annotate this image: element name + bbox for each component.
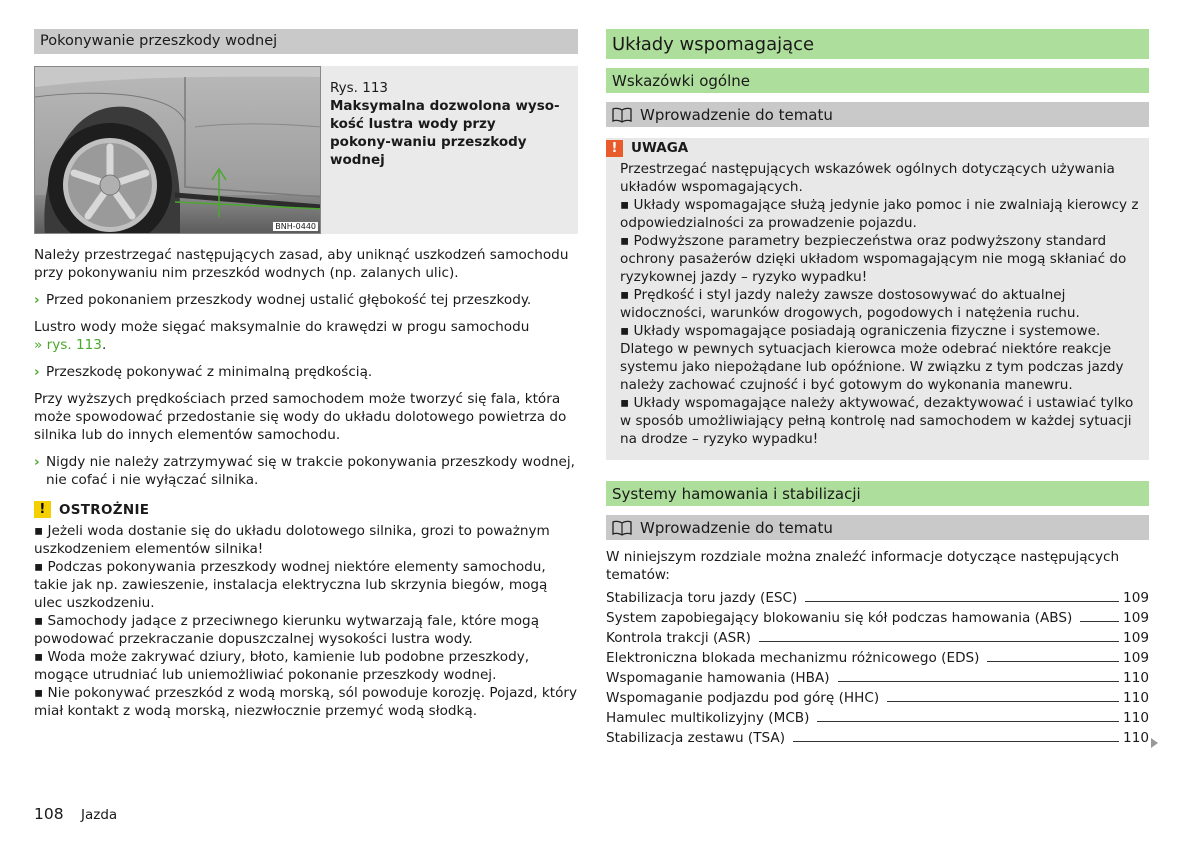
toc-leader — [817, 721, 1119, 722]
toc-label: Wspomaganie podjazdu pod górę (HHC) — [606, 690, 880, 706]
toc-page: 109 — [1123, 630, 1149, 646]
caution-body — [34, 522, 578, 720]
caution-item: ▪ Samochody jadące z przeciwnego kierunku wytwarzają fale, które mogą powodować przekraczanie dopuszczalnej wysokości lustra wody. — [34, 613, 540, 647]
toc-entry[interactable] — [606, 690, 1149, 710]
paragraph-text: Lustro wody może sięgać maksymalnie do krawędzi w progu samochodu — [34, 319, 530, 335]
warning-item: ▪ Podwyższone parametry bezpieczeństwa oraz podwyższony standard ochrony pasażerów dzięki układom wspomagającym nie mogą skłaniać do ryzykownej jazdy – ryzyko wypadku! — [620, 233, 1127, 285]
toc-label: Hamulec multikolizyjny (MCB) — [606, 710, 810, 726]
toc-page: 110 — [1123, 730, 1149, 746]
toc-page: 109 — [1123, 610, 1149, 626]
toc-leader — [805, 601, 1119, 602]
toc-entry[interactable] — [606, 730, 1149, 750]
toc-leader — [793, 741, 1119, 742]
toc-label: Stabilizacja toru jazdy (ESC) — [606, 590, 798, 606]
warning-body — [620, 160, 1139, 448]
toc-label: Stabilizacja zestawu (TSA) — [606, 730, 786, 746]
toc-label: Wspomaganie hamowania (HBA) — [606, 670, 830, 686]
toc-page: 110 — [1123, 710, 1149, 726]
left-column — [34, 29, 578, 720]
chevron-right-icon: › — [34, 454, 40, 470]
paragraph: Należy przestrzegać następujących zasad, aby uniknąć uszkodzeń samochodu przy pokonywaniu nim przeszkód wodnych (np. zalanych ulic). — [34, 247, 569, 281]
intro-header — [606, 515, 1149, 540]
intro-header — [606, 102, 1149, 127]
toc-entry[interactable] — [606, 650, 1149, 670]
figure-caption-text: Maksymalna dozwolona wyso-kość lustra wody przy pokony-waniu przeszkody wodnej — [330, 98, 560, 168]
exclamation-icon: ! — [606, 140, 623, 157]
section-title: Pokonywanie przeszkody wodnej — [34, 29, 578, 54]
intro-title: Wprowadzenie do tematu — [640, 519, 833, 537]
continue-arrow-icon — [1151, 738, 1158, 748]
instruction-text: Nigdy nie należy zatrzymywać się w trakcie pokonywania przeszkody wodnej, nie cofać i nie wyłączać silnika. — [46, 454, 575, 488]
subsection-title: Wskazówki ogólne — [606, 68, 1149, 93]
warning-item: ▪ Prędkość i styl jazdy należy zawsze dostosowywać do aktualnej widoczności, warunków drogowych, pogodowych i natężenia ruchu. — [620, 287, 1080, 321]
caution-header — [34, 501, 578, 518]
toc-leader — [1080, 621, 1119, 622]
toc-entry[interactable] — [606, 710, 1149, 730]
toc-entry[interactable] — [606, 590, 1149, 610]
caution-item: ▪ Jeżeli woda dostanie się do układu dolotowego silnika, grozi to poważnym uszkodzeniem elementów silnika! — [34, 523, 550, 557]
warning-box — [606, 138, 1149, 460]
caution-item: ▪ Nie pokonywać przeszkód z wodą morską, sól powoduje korozję. Pojazd, który miał kontakt z wodą morską, niezwłocznie przemyć wodą słodką. — [34, 685, 578, 719]
intro-title: Wprowadzenie do tematu — [640, 106, 833, 124]
caution-title: OSTROŻNIE — [59, 501, 150, 518]
table-of-contents — [606, 590, 1149, 750]
warning-header — [606, 138, 1139, 158]
chapter-title: Układy wspomagające — [606, 29, 1149, 59]
warning-item: ▪ Układy wspomagające należy aktywować, dezaktywować i ustawiać tylko w sposób umożliwiający pełną kontrolę nad samochodem w każdej sytuacji na drodze – ryzyko wypadku! — [620, 395, 1134, 447]
toc-entry[interactable] — [606, 630, 1149, 650]
figure-code: BNH-0440 — [275, 222, 316, 231]
caution-item: ▪ Podczas pokonywania przeszkody wodnej niektóre elementy samochodu, takie jak np. zawieszenie, instalacja elektryczna lub skrzynia biegów, mogą ulec uszkodzeniu. — [34, 559, 548, 611]
book-icon — [612, 107, 632, 123]
instruction-text: Przeszkodę pokonywać z minimalną prędkością. — [46, 364, 373, 380]
toc-leader — [838, 681, 1120, 682]
toc-intro: W niniejszym rozdziale można znaleźć informacje dotyczące następujących tematów: — [606, 549, 1120, 583]
page-number: 108 — [34, 805, 64, 823]
toc-leader — [987, 661, 1119, 662]
right-column — [606, 29, 1149, 750]
caution-item: ▪ Woda może zakrywać dziury, błoto, kamienie lub podobne przeszkody, mogące utrudniać lub uniemożliwiać pokonanie przeszkody wodnej. — [34, 649, 530, 683]
toc-entry[interactable] — [606, 610, 1149, 630]
toc-leader — [887, 701, 1119, 702]
paragraph: Lustro wody może sięgać maksymalnie do krawędzi w progu samochodu » rys. 113. — [34, 319, 530, 353]
page-section: Jazda — [81, 807, 118, 823]
toc-entry[interactable] — [606, 670, 1149, 690]
instruction-text: Przed pokonaniem przeszkody wodnej ustalić głębokość tej przeszkody. — [46, 292, 532, 308]
car-illustration — [35, 67, 321, 234]
toc-page: 109 — [1123, 590, 1149, 606]
instruction-bullet — [34, 453, 578, 489]
figure-label: Rys. 113 — [330, 80, 389, 96]
warning-title: UWAGA — [631, 140, 689, 156]
chevron-right-icon: › — [34, 292, 40, 308]
paragraph: Przy wyższych prędkościach przed samochodem może tworzyć się fala, która może spowodować przedostanie się wody do układu dolotowego powietrza do silnika lub do innych elementów samochodu. — [34, 391, 567, 443]
car-wheel-photo — [34, 66, 321, 234]
instruction-bullet — [34, 363, 578, 381]
figure-reference-link[interactable]: » rys. 113 — [34, 337, 102, 353]
toc-page: 110 — [1123, 670, 1149, 686]
instruction-bullet — [34, 291, 578, 309]
toc-label: Elektroniczna blokada mechanizmu różnicowego (EDS) — [606, 650, 980, 666]
toc-page: 109 — [1123, 650, 1149, 666]
figure-caption — [330, 79, 560, 169]
toc-page: 110 — [1123, 690, 1149, 706]
exclamation-icon: ! — [34, 501, 51, 518]
warning-item: ▪ Układy wspomagające posiadają ograniczenia fizyczne i systemowe. Dlatego w pewnych sytuacjach kierowca może odebrać niektóre reakcje systemu jako niepożądane lub opóźnione. W związku z tym podczas jazdy należy zachować czujność i być gotowym do wykonania manewru. — [620, 323, 1124, 393]
warning-item: ▪ Układy wspomagające służą jedynie jako pomoc i nie zwalniają kierowcy z odpowiedzialności za prowadzenie pojazdu. — [620, 197, 1139, 231]
toc-label: System zapobiegający blokowaniu się kół podczas hamowania (ABS) — [606, 610, 1073, 626]
chevron-right-icon: › — [34, 364, 40, 380]
toc-label: Kontrola trakcji (ASR) — [606, 630, 751, 646]
subsection-title: Systemy hamowania i stabilizacji — [606, 481, 1149, 506]
book-icon — [612, 520, 632, 536]
warning-item: Przestrzegać następujących wskazówek ogólnych dotyczących używania układów wspomagających. — [620, 161, 1115, 195]
figure-box — [34, 66, 578, 234]
toc-leader — [759, 641, 1119, 642]
